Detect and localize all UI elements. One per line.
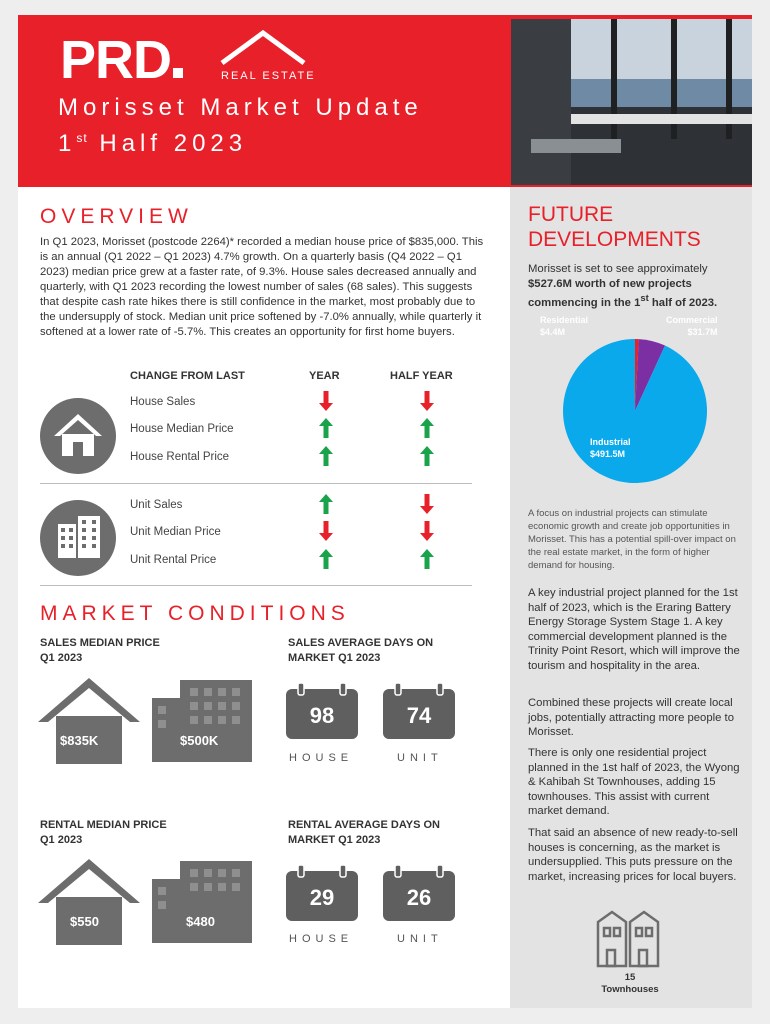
house-rent-days-value: 29: [309, 885, 335, 910]
brand-logo: PRD: [60, 29, 183, 91]
developments-pie-chart: [555, 336, 715, 486]
unit-median-price: $500K: [180, 733, 219, 748]
roof-logo-icon: [218, 29, 308, 69]
future-paragraph-3: There is only one residential project planned in the 1st half of 2023, the Wyong & Kahibah St Townhouses, adding 15 townhouses. This assist with current market demand.: [528, 747, 740, 817]
house-label: HOUSE: [289, 933, 354, 945]
future-paragraph-2: Combined these projects will create local jobs, potentially attracting more people to Morisset.: [528, 697, 734, 738]
brand-tagline: REAL ESTATE: [221, 70, 316, 82]
change-row-label: House Rental Price: [130, 451, 230, 463]
change-row-label: House Median Price: [130, 423, 234, 435]
house-price-icon: [34, 674, 144, 764]
change-from-last-header: CHANGE FROM LAST: [130, 370, 245, 382]
house-circle: [40, 398, 116, 474]
house-rent-price: $550: [70, 914, 99, 929]
sales-days-label: SALES AVERAGE DAYS ON MARKET Q1 2023: [288, 637, 434, 664]
unit-rent-building-icon: [152, 857, 252, 943]
unit-rent-days-calendar: [383, 865, 455, 921]
house-rent-icon: [34, 855, 144, 945]
change-row-label: Unit Rental Price: [130, 554, 217, 566]
house-median-price: $835K: [60, 733, 99, 748]
house-label: HOUSE: [289, 752, 354, 764]
unit-rent-days-value: 26: [406, 885, 432, 910]
change-row-label: Unit Median Price: [130, 526, 221, 538]
unit-label: UNIT: [397, 752, 443, 764]
rental-median-label: RENTAL MEDIAN PRICE Q1 2023: [40, 819, 167, 846]
house-icon: [40, 398, 116, 474]
market-conditions-heading: MARKET CONDITIONS: [40, 602, 350, 625]
arrow-up-icon: [319, 446, 333, 466]
future-developments-heading: FUTURE DEVELOPMENTS: [528, 203, 701, 251]
unit-days-value: 74: [406, 703, 432, 728]
arrow-down-icon: [420, 494, 434, 514]
table-divider: [40, 585, 472, 586]
arrow-up-icon: [420, 549, 434, 569]
house-rent-days-calendar: [286, 865, 358, 921]
house-days-calendar: [286, 683, 358, 739]
header-banner: [18, 15, 752, 187]
arrow-up-icon: [420, 418, 434, 438]
page-title: Morisset Market Update 1st Half 2023: [58, 94, 423, 157]
year-header: YEAR: [309, 370, 340, 382]
pie-caption: A focus on industrial projects can stimulate economic growth and create job opportunities in Morisset. This has a potential spill-over impact on the real estate market, in the form of higher demand for housing.: [528, 508, 736, 571]
future-paragraph-4: That said an absence of new ready-to-sell houses is concerning, as the market is undersupplied. This puts pressure on the market, increasing prices for local buyers.: [528, 827, 738, 883]
future-intro: Morisset is set to see approximately $527.6M worth of new projects commencing in the 1st half of 2023.: [528, 263, 718, 309]
arrow-up-icon: [420, 446, 434, 466]
arrow-down-icon: [319, 391, 333, 411]
arrow-down-icon: [319, 521, 333, 541]
overview-text: In Q1 2023, Morisset (postcode 2264)* recorded a median house price of $835,000. This is an annual (Q1 2022 – Q1 2023) 4.7% growth. On a quarterly basis (Q4 2022 – Q1 2023) median price grew at a faster rate, of 9.3%. House sales decreased annually and quarterly, with Q1 2023 recording the lowest number of sales (68 sales). This suggests that despite cash rate hikes there is still confidence in the market, most probably due to the undersupply of stock. Median unit price softened by -7.0% annually, while quarterly it softened at a lower rate of -5.7%. This creates an opportunity for first home buyers.: [40, 236, 484, 338]
overview-heading: OVERVIEW: [40, 205, 193, 228]
waterfront-photo: [511, 19, 752, 185]
half-year-header: HALF YEAR: [390, 370, 453, 382]
unit-rent-price: $480: [186, 914, 215, 929]
unit-price-building-icon: [152, 676, 252, 762]
change-row-label: House Sales: [130, 396, 196, 408]
apartment-building-icon: [40, 500, 116, 576]
future-paragraph-1: A key industrial project planned for the 1st half of 2023, which is the Eraring Battery Energy Storage System Stage 1. A key commercial development planned is the Trinity Point Resort, which will improve the tourism and hospitality in the area.: [528, 587, 740, 672]
arrow-down-icon: [420, 521, 434, 541]
pie-label-residential: Residential $4.4M: [540, 315, 589, 337]
sales-median-label: SALES MEDIAN PRICE Q1 2023: [40, 637, 160, 664]
table-divider: [40, 483, 472, 484]
unit-days-calendar: [383, 683, 455, 739]
house-days-value: 98: [309, 703, 335, 728]
pie-label-commercial: Commercial $31.7M: [666, 315, 718, 337]
townhouse-caption: 15 Townhouses: [601, 972, 659, 995]
townhouse-icon: [594, 908, 664, 970]
arrow-up-icon: [319, 494, 333, 514]
unit-circle: [40, 500, 116, 576]
change-row-label: Unit Sales: [130, 499, 183, 511]
pie-label-industrial: Industrial $491.5M: [590, 437, 631, 459]
rental-days-label: RENTAL AVERAGE DAYS ON MARKET Q1 2023: [288, 819, 440, 846]
arrow-up-icon: [319, 418, 333, 438]
arrow-up-icon: [319, 549, 333, 569]
pie-slice-industrial: [563, 339, 707, 483]
unit-label: UNIT: [397, 933, 443, 945]
arrow-down-icon: [420, 391, 434, 411]
